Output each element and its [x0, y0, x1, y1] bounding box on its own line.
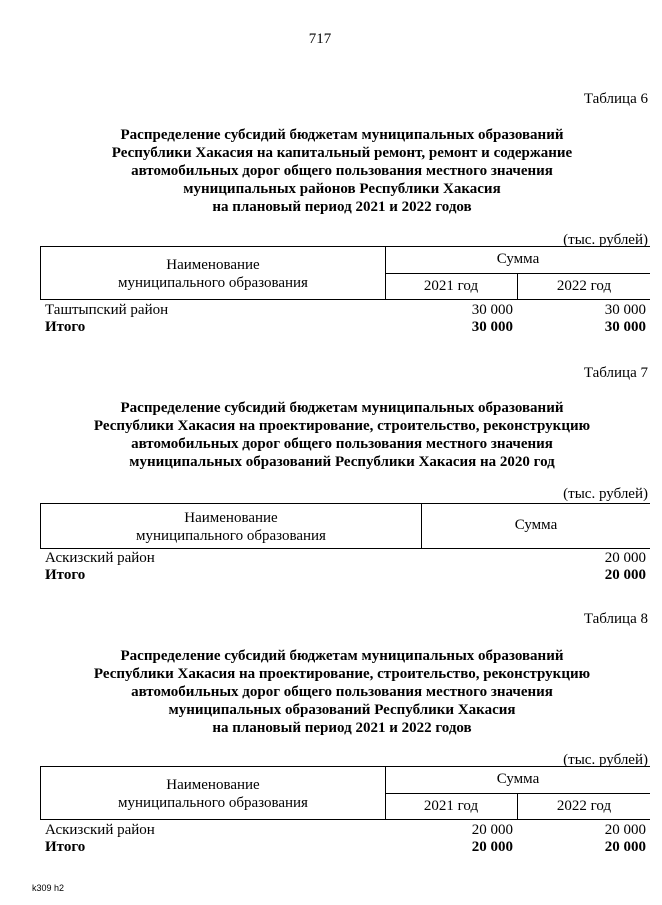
value-cell: 30 000 — [471, 302, 513, 318]
page-number: 717 — [308, 31, 332, 47]
value-cell: 30 000 — [471, 319, 513, 335]
header-year-2021: 2021 год — [423, 278, 479, 294]
title-line: Республики Хакасия на проектирование, строительство, реконструкцию — [93, 418, 591, 434]
title-line: на плановый период 2021 и 2022 годов — [212, 199, 472, 215]
units-label: (тыс. рублей) — [563, 752, 648, 768]
header-name-line: Наименование — [166, 257, 260, 273]
table-label: Таблица 8 — [583, 611, 648, 627]
table-title — [22, 647, 662, 737]
header-name-line: Наименование — [166, 777, 260, 793]
title-line: на плановый период 2021 и 2022 годов — [212, 720, 472, 736]
header-name-line: муниципального образования — [118, 795, 308, 811]
value-cell: 20 000 — [604, 550, 646, 566]
value-cell: 20 000 — [604, 822, 646, 838]
title-line: Республики Хакасия на капитальный ремонт, ремонт и содержание — [111, 145, 573, 161]
table-title — [22, 399, 662, 471]
header-name — [41, 776, 385, 812]
title-line: автомобильных дорог общего пользования местного значения — [131, 163, 553, 179]
header-name — [41, 256, 385, 292]
table-header — [40, 503, 650, 549]
table-row: Итого — [45, 567, 86, 583]
table-label: Таблица 6 — [583, 91, 648, 107]
title-line: Республики Хакасия на проектирование, строительство, реконструкцию — [93, 666, 591, 682]
value-cell: 30 000 — [604, 319, 646, 335]
title-line: автомобильных дорог общего пользования местного значения — [131, 436, 553, 452]
table-row: Аскизский район — [45, 550, 155, 566]
header-sum: Сумма — [496, 251, 540, 267]
table-header — [40, 246, 650, 300]
table-header — [40, 766, 650, 820]
header-year-2022: 2022 год — [556, 278, 612, 294]
value-cell: 20 000 — [604, 839, 646, 855]
table-row: Итого — [45, 839, 86, 855]
title-line: муниципальных образований Республики Хакасия — [168, 702, 516, 718]
value-cell: 30 000 — [604, 302, 646, 318]
units-label: (тыс. рублей) — [563, 232, 648, 248]
header-name-line: муниципального образования — [118, 275, 308, 291]
table-row: Итого — [45, 319, 86, 335]
table-row: Аскизский район — [45, 822, 155, 838]
header-name — [41, 509, 421, 545]
value-cell: 20 000 — [604, 567, 646, 583]
header-sum: Сумма — [496, 771, 540, 787]
units-label: (тыс. рублей) — [563, 486, 648, 502]
table-title — [22, 126, 662, 216]
title-line: Распределение субсидий бюджетам муниципальных образований — [120, 127, 564, 143]
value-cell: 20 000 — [471, 839, 513, 855]
table-row: Таштыпский район — [45, 302, 169, 318]
table-label: Таблица 7 — [583, 365, 648, 381]
header-year-2021: 2021 год — [423, 798, 479, 814]
header-sum: Сумма — [514, 517, 558, 533]
value-cell: 20 000 — [471, 822, 513, 838]
title-line: Распределение субсидий бюджетам муниципальных образований — [120, 648, 564, 664]
title-line: муниципальных образований Республики Хакасия на 2020 год — [129, 454, 555, 470]
header-name-line: Наименование — [184, 510, 278, 526]
header-year-2022: 2022 год — [556, 798, 612, 814]
title-line: автомобильных дорог общего пользования местного значения — [131, 684, 553, 700]
title-line: Распределение субсидий бюджетам муниципальных образований — [120, 400, 564, 416]
footer-code: k309 h2 — [32, 883, 65, 893]
title-line: муниципальных районов Республики Хакасия — [183, 181, 501, 197]
header-name-line: муниципального образования — [136, 528, 326, 544]
